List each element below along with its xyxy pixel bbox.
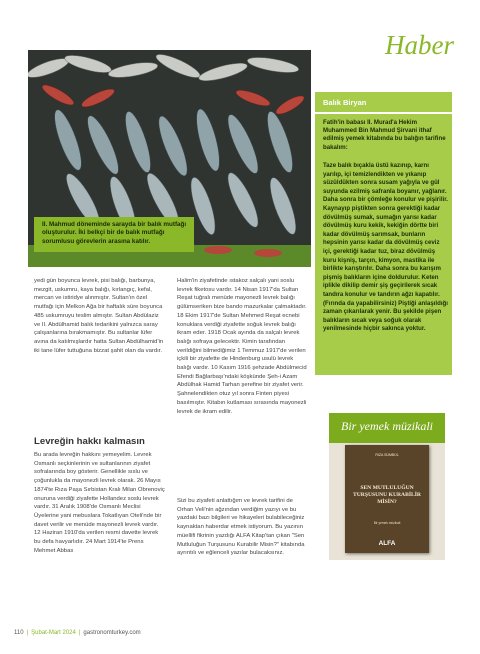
- photo-caption: II. Mahmud döneminde sarayda bir balık mutfağı oluşturulur. İki belkçi bir de balık mutfağı sorumlusu görevlerin arasına katılır.: [34, 217, 194, 252]
- book-publisher: ALFA: [378, 540, 396, 547]
- column2-paragraph-top: Halim'in ziyafetinde ıstakoz salçalı yani soslu levrek fiketosu vardır. 14 Nisan 1917'da Sultan Reşat tuğralı menüde mayonezli levrek balığı gülümseriken bize bando mazurkalar çalmaktadır. 18 Ekim 1917'de Sultan Mehmed Reşat ecnebi konuklara verdiği ziyafette soğuk levrek balığı ikram eder. 1918 Ocak ayında da salçalı levrek balığı sofraya gelecektir. Kimin tarafından verildiğini bilmediğimiz 1 Temmuz 1917'de verilen içkili bir ziyafette de Hindenburg usulü levrek balığı vardır. 10 Kasım 1916 şehzade Abdülmecid Efendi Bağlarbaşı'ndaki köşkünde Şeh-i Azam Abdülhak Hamid Tarhan şerefine bir ziyafet verir. Şahnelendikten otuz yıl sonra Finten piyesi basılmıştır. Kitabın kutlaması sırasında mayonezli levrek de ikram edilir.: [177, 278, 307, 415]
- footer-separator: |: [78, 630, 81, 636]
- page-number: 110: [14, 630, 24, 636]
- article-subheading: Levreğin hakkı kalmasın: [34, 436, 145, 447]
- book-promo: [329, 413, 445, 560]
- sidebar-divider: [315, 112, 452, 114]
- book-cover: [345, 445, 429, 553]
- section-title: Haber: [385, 30, 454, 60]
- column1-paragraph-top: yedi gün boyunca levrek, pisi balığı, barbunya, mezgit, uskumru, kaya balığı, kırlangıç, kefal, mercan ve istiridye alınmıştır. Sultan'ın özel mutfağı için Melkon Ağa bir haftalık süre boyunca 485 uskumruyu teslim almıştır. Sultan Abdülaziz ve II. Abdülhamid balık tedarikini yalnızca saray çalışanlarına bırakmamıştır. Bu sultanlar lüfer avına da katılmışlardır hatta Sultan Abdülhamid'in iki tane lüfer tuttuğuna bizzat şahit olan da vardır.: [34, 278, 164, 354]
- sidebar-intro: Fatih'in babası II. Murad'a Hekim Muhammed Bin Mahmud Şirvani ithaf edilmiş yemek kitabında bu balığın tarifine bakalım:: [323, 119, 446, 151]
- page-footer: [14, 630, 141, 636]
- book-subtitle: Bir yemek müzikali: [373, 521, 401, 525]
- column2-paragraph-bottom: Sizi bu ziyafeti anlattığım ve levrek tarifini de Orhan Veli'nin ağzından verdiğim yazıyı ve bu yazdaki bazı bilgileri ve hikayeleri bulabileceğiniz kaynaktan haberdar etmek istiyorum. Bu yazının müellifi fikrinin yazdığı ALFA Kitap'tan çıkan "Sen Mutluluğun Turşusunu Kurabilir Misin?" kitabında ayrıntılı ve eğlenceli yazılar bulacaksınız.: [177, 498, 305, 557]
- issue-date: Şubat-Mart 2024: [31, 630, 76, 636]
- recipe-sidebar: [315, 92, 452, 375]
- footer-separator: |: [26, 630, 29, 636]
- book-banner-text: Bir yemek müzikali: [341, 419, 433, 433]
- book-author: RIZA SÜMBÜL: [375, 453, 399, 457]
- sidebar-recipe-text: Taze balık bıçakla üstü kazınıp, karnı yarılıp, içi temizlendikten ve yıkanıp süzüldükten sonra susam yağıyla ve gül suyunda ezilmiş safranla boyanır, yağlanır. Daha sonra bir çömleğe konulur ve pişirilir. Kaynayıp piştikten sonra gerektiği kadar dövülmüş sumak, sumağın yarısı kadar dövülmüş kuru kekik, kekiğin dörtte biri kadar dövülmüş sarımsak, bunların hepsinin yarısı kadar da dövülmüş ceviz içi, gerektiği kadar tuz, biraz dövülmüş kuru kişniş, tarçın, kimyon, mastika ile birlikte karıştırılır. Daha sonra bu karışım pişmiş balıkların içine doldurulur. Keten iplikle dikilip demir şiş geçirilerek sıcak tandıra konulur ve tandırın ağzı kapatılır. (Fırında da yapabilirsiniz) Piştiği anlaşıldığı zaman çıkarılarak yenir. Bu şekilde pişen balıkların sıcak veya soğuk olarak yenilmesinde hiçbir sakınca yoktur.: [323, 162, 448, 333]
- book-title: SEN MUTLULUĞUN TURŞUSUNU KURABİLİR MİSİN?: [353, 485, 421, 505]
- column1-paragraph-bottom: Bu arada levreğin hakkını yemeyelim. Levrek Osmanlı seçkinlerinin ve sultanlarının ziyafet sofralarında boy gösterir. Genellikle sıslu ve çoğunlukla da mayonezli levrek olarak. 26 Mayıs 1874'te Rıza Paşa Sırbistan Kralı Milan Obrenoviç onuruna verdiği ziyafette Hollandez soslu levrek vardır. 31 Aralık 1908'de Osmanlı Meclisi Üyelerine yani mebuslara Tokatlıyan Oteli'nde bir davet verilir ve menüde mayonezli levrek vardır. 12 Haziran 1910'da verilen resmi davette levrek bu defa havyarlıdır. 24 Mart 1914'te Prens Mehmet Abbas: [34, 452, 165, 554]
- website-link[interactable]: gastronomturkey.com: [83, 630, 141, 636]
- sidebar-title: Balık Biryan: [323, 98, 367, 107]
